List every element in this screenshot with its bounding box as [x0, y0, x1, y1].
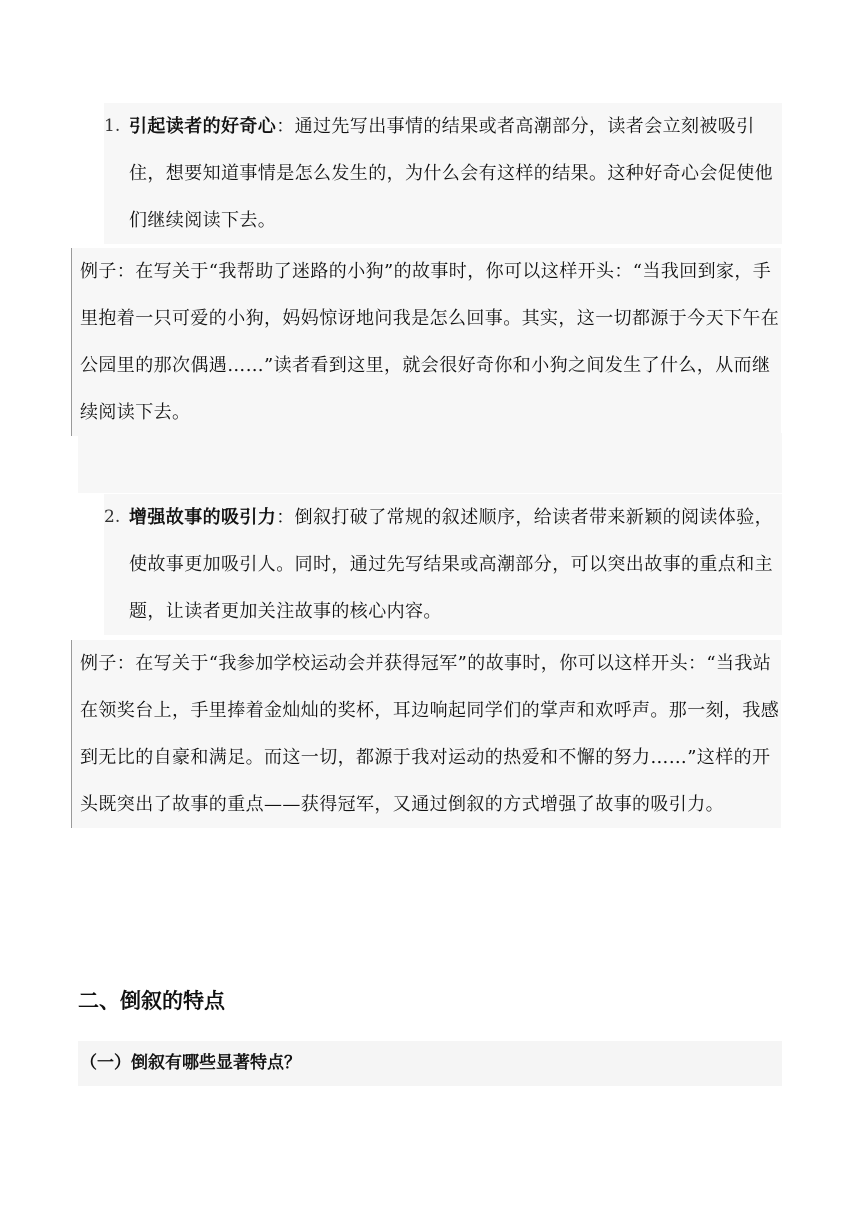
list-item-body: ：通过先写出事情的结果或者高潮部分，读者会立刻被吸引住，想要知道事情是怎么发生的，为什么会有这样的结果。这种好奇心会促使他们继续阅读下去。 — [129, 116, 773, 231]
spacer-band — [78, 433, 782, 493]
list-item-text — [129, 494, 782, 635]
example-block-2 — [71, 640, 781, 828]
section-title: 二、倒叙的特点 — [78, 989, 225, 1013]
list-number: 1. — [104, 116, 121, 136]
sub-heading: （一）倒叙有哪些显著特点？ — [78, 1041, 782, 1086]
list-item-2 — [104, 494, 782, 635]
list-item-1 — [104, 103, 782, 244]
list-item-term: 增强故事的吸引力 — [129, 507, 277, 528]
list-item-term: 引起读者的好奇心 — [129, 116, 277, 137]
example-text: 例子：在写关于“我参加学校运动会并获得冠军”的故事时，你可以这样开头：“当我站在领奖台上，手里捧着金灿灿的奖杯，耳边响起同学们的掌声和欢呼声。那一刻，我感到无比的自豪和满足。而这一切，都源于我对运动的热爱和不懈的努力……”这样的开头既突出了故事的重点——获得冠军，又通过倒叙的方式增强了故事的吸引力。 — [80, 653, 780, 815]
example-text: 例子：在写关于“我帮助了迷路的小狗”的故事时，你可以这样开头：“当我回到家，手里抱着一只可爱的小狗，妈妈惊讶地问我是怎么回事。其实，这一切都源于今天下午在公园里的那次偶遇……”读者看到这里，就会很好奇你和小狗之间发生了什么，从而继续阅读下去。 — [80, 261, 780, 423]
list-item-body: ：倒叙打破了常规的叙述顺序，给读者带来新颖的阅读体验，使故事更加吸引人。同时，通过先写结果或高潮部分，可以突出故事的重点和主题，让读者更加关注故事的核心内容。 — [129, 507, 774, 622]
example-block-1 — [71, 248, 781, 436]
list-number: 2. — [104, 507, 121, 527]
list-item-text — [129, 103, 782, 244]
